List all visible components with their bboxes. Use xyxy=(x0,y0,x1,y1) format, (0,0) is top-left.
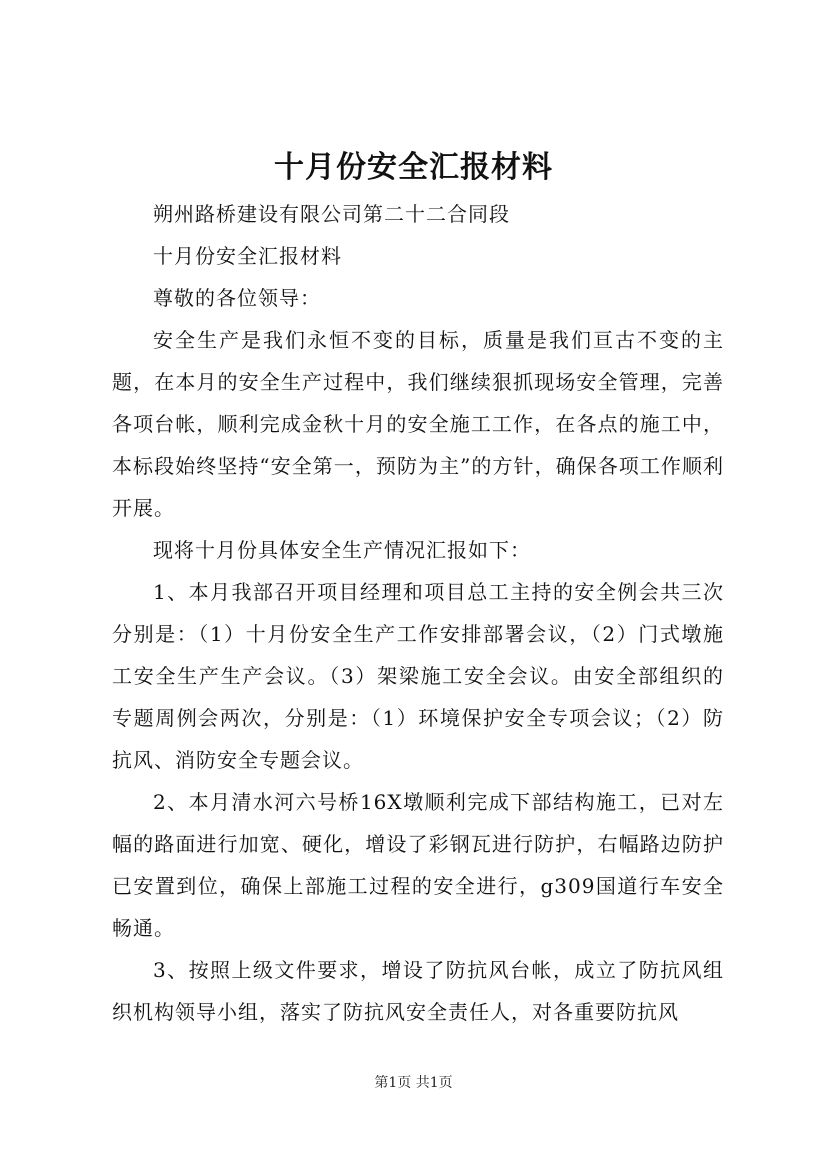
paragraph-item-3: 3、按照上级文件要求，增设了防抗风台帐，成立了防抗风组织机构领导小组，落实了防抗风安全责任人，对各重要防抗风 xyxy=(112,958,724,1024)
document-title: 十月份安全汇报材料 xyxy=(274,150,553,185)
page-footer: 第1页 共1页 xyxy=(374,1075,453,1091)
paragraph-item-1: 1、本月我部召开项目经理和项目总工主持的安全例会共三次分别是：（1）十月份安全生产工作安排部署会议，（2）门式墩施工安全生产生产会议。（3）架梁施工安全会议。由安全部组织的专题周例会两次，分别是：（1）环境保护安全专项会议；（2）防抗风、消防安全专题会议。 xyxy=(112,580,724,772)
paragraph-item-2: 2、本月清水河六号桥16X墩顺利完成下部结构施工，已对左幅的路面进行加宽、硬化，增设了彩钢瓦进行防护，右幅路边防护已安置到位，确保上部施工过程的安全进行，g309国道行车安全畅通。 xyxy=(112,790,724,940)
document-body xyxy=(112,193,724,1033)
paragraph-report-lead: 现将十月份具体安全生产情况汇报如下： xyxy=(153,538,531,562)
paragraph-salutation: 尊敬的各位领导： xyxy=(153,286,321,310)
paragraph-subtitle: 十月份安全汇报材料 xyxy=(153,244,342,268)
paragraph-company: 朔州路桥建设有限公司第二十二合同段 xyxy=(153,202,510,226)
paragraph-intro: 安全生产是我们永恒不变的目标，质量是我们亘古不变的主题，在本月的安全生产过程中，我们继续狠抓现场安全管理，完善各项台帐，顺利完成金秋十月的安全施工工作，在各点的施工中，本标段始终坚持“安全第一，预防为主”的方针，确保各项工作顺利开展。 xyxy=(112,328,724,520)
